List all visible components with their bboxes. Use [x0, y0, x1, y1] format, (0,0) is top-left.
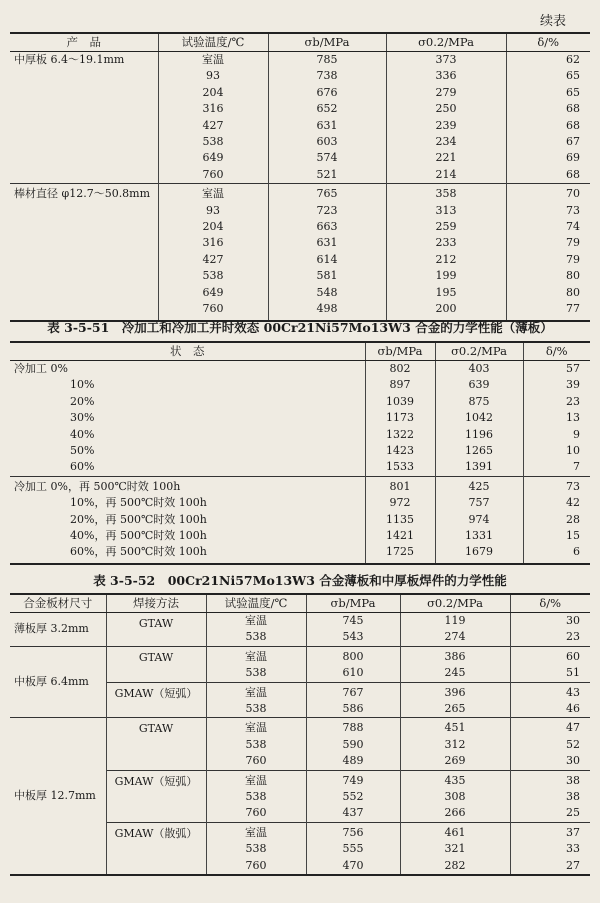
table-cell: 68: [506, 167, 590, 184]
table-cell: 室温: [158, 184, 268, 203]
table-cell: 20%，再 500℃时效 100h: [70, 512, 207, 526]
product-cell: [10, 68, 158, 84]
table-cell: 676: [268, 85, 386, 101]
table-row: [10, 394, 590, 410]
table-cell: 603: [268, 134, 386, 150]
table-cell: 321: [400, 841, 510, 857]
table-cell: 788: [306, 718, 400, 737]
table-cell: 631: [268, 118, 386, 134]
table-row: [10, 476, 590, 495]
table-row: [10, 85, 590, 101]
table-cell: 435: [400, 770, 510, 789]
table-cell: 425: [435, 476, 523, 495]
plate-size-cell: 中板厚 12.7mm: [10, 718, 106, 875]
table-cell: 802: [365, 361, 435, 378]
table-cell: 259: [386, 219, 506, 235]
table-cell: 1391: [435, 459, 523, 476]
table-cell: 室温: [206, 682, 306, 701]
table-continued: [10, 32, 590, 322]
table-row: [10, 268, 590, 284]
table-row: [10, 184, 590, 203]
table-cell: 760: [206, 805, 306, 822]
table-cell: 266: [400, 805, 510, 822]
table-cell: 60%，再 500℃时效 100h: [10, 544, 365, 563]
table-row: [10, 459, 590, 476]
table-cell: 195: [386, 285, 506, 301]
table-row: [10, 134, 590, 150]
table-row: [10, 718, 590, 737]
table-cell: 80: [506, 268, 590, 284]
table-cell: 79: [506, 235, 590, 251]
table-cell: 1331: [435, 528, 523, 544]
table-cell: 396: [400, 682, 510, 701]
table-cell: 212: [386, 252, 506, 268]
table-row: [10, 613, 590, 630]
table-cell: 204: [158, 85, 268, 101]
table-cell: 765: [268, 184, 386, 203]
table-cell: 74: [506, 219, 590, 235]
table-cell: 28: [523, 512, 590, 528]
table-cell: 60%: [70, 460, 95, 474]
table-cell: 42: [523, 495, 590, 511]
table-cell: 1135: [365, 512, 435, 528]
table-cell: 冷加工 0%，再 500℃时效 100h: [10, 476, 365, 495]
table-cell: 199: [386, 268, 506, 284]
product-cell: [10, 85, 158, 101]
table-cell: 冷加工 0%: [14, 362, 68, 375]
product-cell: [10, 134, 158, 150]
table-cell: 757: [435, 495, 523, 511]
table-cell: 760: [158, 167, 268, 184]
product-cell: [10, 219, 158, 235]
table-cell: 972: [365, 495, 435, 511]
table-cell: 47: [510, 718, 590, 737]
table-cell: 10: [523, 443, 590, 459]
table-cell: 749: [306, 770, 400, 789]
table-cell: 62: [506, 52, 590, 69]
table-cell: 316: [158, 235, 268, 251]
table-cell: 538: [206, 737, 306, 753]
table-cell: 538: [206, 841, 306, 857]
table-cell: 614: [268, 252, 386, 268]
column-header: 试验温度/℃: [206, 594, 306, 613]
weld-method-cell: GMAW（短弧）: [106, 770, 206, 822]
table-cell: 760: [206, 753, 306, 770]
table-cell: 313: [386, 203, 506, 219]
product-cell: [10, 235, 158, 251]
table-cell: 室温: [206, 646, 306, 665]
table-row: [10, 646, 590, 665]
table-cell: 67: [506, 134, 590, 150]
table-cell: 室温: [206, 770, 306, 789]
table-cell: 1265: [435, 443, 523, 459]
table-cell: 639: [435, 377, 523, 393]
product-cell: 中厚板 6.4～19.1mm: [14, 53, 125, 66]
table-cell: 663: [268, 219, 386, 235]
table-cell: 800: [306, 646, 400, 665]
table-cell: 65: [506, 85, 590, 101]
table-cell: 51: [510, 665, 590, 682]
table-cell: 312: [400, 737, 510, 753]
table-cell: 23: [510, 629, 590, 646]
table-cell: 10%，再 500℃时效 100h: [70, 496, 207, 510]
table-cell: 1196: [435, 427, 523, 443]
product-cell: [10, 101, 158, 117]
table-cell: 77: [506, 301, 590, 320]
table-3-5-52: [10, 593, 590, 876]
table-cell: 489: [306, 753, 400, 770]
table-cell: 756: [306, 822, 400, 841]
table-cell: 308: [400, 789, 510, 805]
table-cell: 1679: [435, 544, 523, 563]
product-cell: 棒材直径 φ12.7～50.8mm: [10, 184, 158, 203]
table-cell: 538: [206, 629, 306, 646]
table-row: [10, 528, 590, 544]
column-header: δ/%: [510, 594, 590, 613]
table-cell: 974: [435, 512, 523, 528]
table-cell: 37: [510, 822, 590, 841]
table-cell: 33: [510, 841, 590, 857]
table-cell: 649: [158, 285, 268, 301]
table-cell: 50%: [70, 444, 95, 458]
table-cell: 10%: [70, 378, 95, 392]
table-cell: 745: [306, 613, 400, 630]
table-cell: 27: [510, 858, 590, 875]
table-cell: 574: [268, 150, 386, 166]
table-3-5-51-caption: 表 3-5-51 冷加工和冷加工并时效态 00Cr21Ni57Mo13W3 合金的力学性能（薄板）: [47, 320, 553, 335]
table-cell: 15: [523, 528, 590, 544]
column-header: σ0.2/MPa: [386, 33, 506, 52]
continued-label: 续表: [539, 14, 566, 29]
table-cell: 649: [158, 150, 268, 166]
table-cell: 785: [268, 52, 386, 69]
table-row: [10, 544, 590, 563]
table-cell: 25: [510, 805, 590, 822]
table-cell: 93: [158, 68, 268, 84]
table-row: [10, 203, 590, 219]
table-cell: 767: [306, 682, 400, 701]
table-cell: 234: [386, 134, 506, 150]
table-cell: 室温: [206, 718, 306, 737]
table-row: [10, 118, 590, 134]
table-cell: 221: [386, 150, 506, 166]
table-cell: 538: [206, 665, 306, 682]
column-header: δ/%: [506, 33, 590, 52]
table-cell: 200: [386, 301, 506, 320]
table-cell: 30: [510, 753, 590, 770]
table-row: [10, 252, 590, 268]
table-cell: 760: [206, 858, 306, 875]
table-cell: 40%: [70, 427, 95, 441]
weld-method-cell: GTAW: [106, 646, 206, 682]
table-cell: 586: [306, 701, 400, 718]
table-cell: 427: [158, 252, 268, 268]
table-cell: 386: [400, 646, 510, 665]
column-header: δ/%: [523, 342, 590, 361]
table-cell: 23: [523, 394, 590, 410]
table-row: [10, 150, 590, 166]
table-cell: 538: [206, 701, 306, 718]
table-cell: 451: [400, 718, 510, 737]
table-cell: 室温: [206, 822, 306, 841]
table-row: [10, 235, 590, 251]
table-cell: 65: [506, 68, 590, 84]
table-cell: 538: [158, 268, 268, 284]
table-cell: 373: [386, 52, 506, 69]
plate-size-cell: 中板厚 6.4mm: [10, 646, 106, 718]
table-cell: 233: [386, 235, 506, 251]
table-cell: 610: [306, 665, 400, 682]
table-cell: 6: [523, 544, 590, 563]
table-cell: 46: [510, 701, 590, 718]
table-cell: 20%: [70, 394, 95, 408]
table-row: [10, 219, 590, 235]
table-cell: 43: [510, 682, 590, 701]
table-cell: 30: [510, 613, 590, 630]
table-cell: 581: [268, 268, 386, 284]
table-3-5-52-caption: 表 3-5-52 00Cr21Ni57Mo13W3 合金薄板和中厚板焊件的力学性能: [93, 573, 507, 588]
table-cell: 73: [523, 476, 590, 495]
table-cell: 498: [268, 301, 386, 320]
table-cell: 57: [523, 361, 590, 378]
column-header: σ0.2/MPa: [435, 342, 523, 361]
table-cell: 897: [365, 377, 435, 393]
table-cell: 60: [510, 646, 590, 665]
table-cell: 1423: [365, 443, 435, 459]
column-header: 合金板材尺寸: [10, 594, 106, 613]
table-cell: 723: [268, 203, 386, 219]
table-3-5-51: [10, 341, 590, 565]
table-cell: 79: [506, 252, 590, 268]
product-cell: [10, 252, 158, 268]
weld-method-cell: GMAW（散弧）: [106, 822, 206, 875]
product-cell: [10, 268, 158, 284]
column-header: 焊接方法: [106, 594, 206, 613]
table-cell: 40%，再 500℃时效 100h: [70, 529, 207, 543]
table-cell: 521: [268, 167, 386, 184]
table-row: [10, 512, 590, 528]
column-header: σb/MPa: [306, 594, 400, 613]
table-row: [10, 443, 590, 459]
table-cell: 801: [365, 476, 435, 495]
table-cell: 69: [506, 150, 590, 166]
table-cell: 437: [306, 805, 400, 822]
table-row: [10, 361, 590, 378]
product-cell: [10, 203, 158, 219]
table-row: [10, 285, 590, 301]
column-header: 状 态: [10, 342, 365, 361]
table-cell: 室温: [206, 613, 306, 630]
table-cell: 538: [206, 789, 306, 805]
column-header: 产 品: [10, 33, 158, 52]
table-cell: 760: [158, 301, 268, 320]
table-row: [10, 52, 590, 69]
table-cell: 1173: [365, 410, 435, 426]
table-cell: 1039: [365, 394, 435, 410]
weld-method-cell: GTAW: [106, 718, 206, 770]
table-cell: 631: [268, 235, 386, 251]
product-cell: [10, 167, 158, 184]
table-cell: 245: [400, 665, 510, 682]
table-row: [10, 101, 590, 117]
table-cell: 274: [400, 629, 510, 646]
table-cell: 73: [506, 203, 590, 219]
table-cell: 358: [386, 184, 506, 203]
table-cell: 403: [435, 361, 523, 378]
table-cell: 93: [158, 203, 268, 219]
table-cell: 555: [306, 841, 400, 857]
table-cell: 250: [386, 101, 506, 117]
table-row: [10, 410, 590, 426]
table-cell: 9: [523, 427, 590, 443]
table-row: [10, 427, 590, 443]
table-cell: 1322: [365, 427, 435, 443]
table-cell: 7: [523, 459, 590, 476]
table-cell: 470: [306, 858, 400, 875]
table-cell: 52: [510, 737, 590, 753]
column-header: 试验温度/℃: [158, 33, 268, 52]
table-cell: 652: [268, 101, 386, 117]
table-cell: 38: [510, 789, 590, 805]
column-header: σb/MPa: [365, 342, 435, 361]
table-row: [10, 167, 590, 184]
table-cell: 875: [435, 394, 523, 410]
product-cell: [10, 150, 158, 166]
table-cell: 1042: [435, 410, 523, 426]
column-header: σb/MPa: [268, 33, 386, 52]
table-cell: 室温: [158, 52, 268, 69]
table-cell: 204: [158, 219, 268, 235]
table-cell: 39: [523, 377, 590, 393]
table-cell: 119: [400, 613, 510, 630]
table-cell: 38: [510, 770, 590, 789]
table-cell: 1421: [365, 528, 435, 544]
table-cell: 336: [386, 68, 506, 84]
table-cell: 548: [268, 285, 386, 301]
table-cell: 590: [306, 737, 400, 753]
table-cell: 1725: [365, 544, 435, 563]
table-cell: 269: [400, 753, 510, 770]
table-row: [10, 495, 590, 511]
table-cell: 316: [158, 101, 268, 117]
table-cell: 461: [400, 822, 510, 841]
table-cell: 538: [158, 134, 268, 150]
product-cell: [10, 118, 158, 134]
table-cell: 239: [386, 118, 506, 134]
table-cell: 738: [268, 68, 386, 84]
table-cell: 214: [386, 167, 506, 184]
table-cell: 70: [506, 184, 590, 203]
table-cell: 265: [400, 701, 510, 718]
product-cell: [10, 285, 158, 301]
table-cell: 68: [506, 118, 590, 134]
table-cell: 80: [506, 285, 590, 301]
table-row: [10, 377, 590, 393]
table-cell: 279: [386, 85, 506, 101]
table-cell: 427: [158, 118, 268, 134]
table-cell: 13: [523, 410, 590, 426]
plate-size-cell: 薄板厚 3.2mm: [14, 622, 89, 636]
weld-method-cell: GMAW（短弧）: [106, 682, 206, 718]
table-cell: 68: [506, 101, 590, 117]
table-cell: 543: [306, 629, 400, 646]
column-header: σ0.2/MPa: [400, 594, 510, 613]
table-cell: 1533: [365, 459, 435, 476]
table-cell: 282: [400, 858, 510, 875]
weld-method-cell: GTAW: [106, 613, 206, 647]
table-cell: 30%: [70, 411, 95, 425]
table-row: [10, 68, 590, 84]
table-cell: 552: [306, 789, 400, 805]
